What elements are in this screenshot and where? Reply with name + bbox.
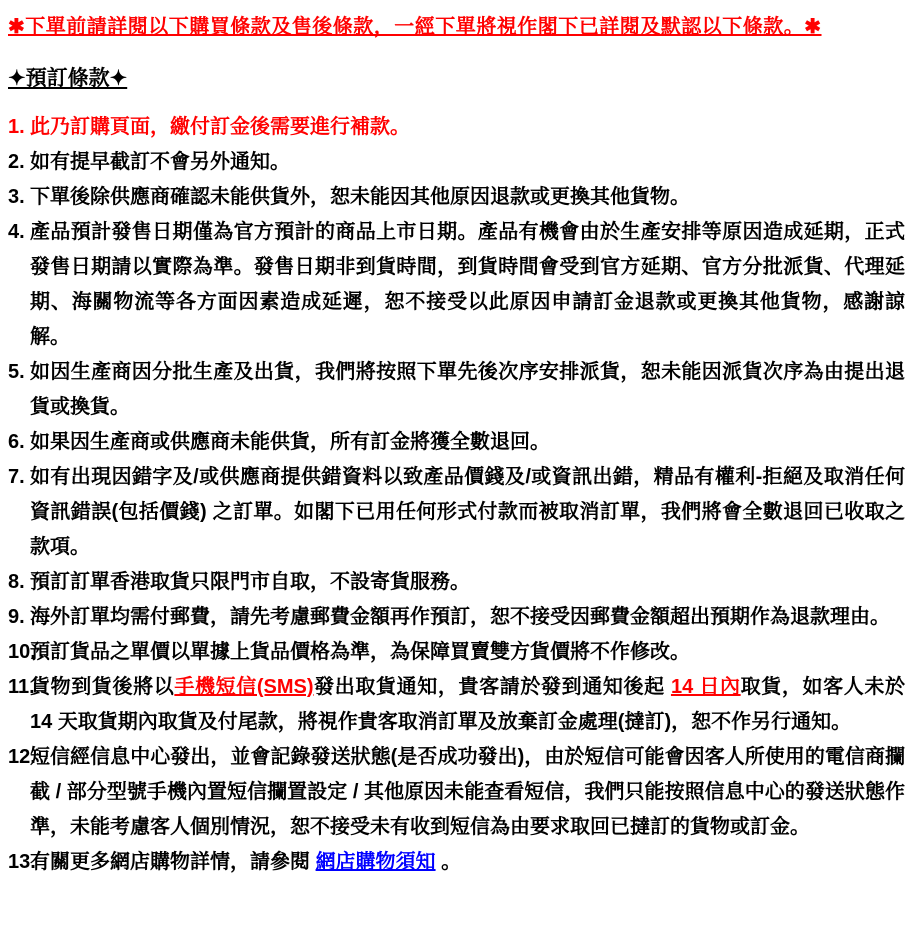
term-text-segment: 取貨，如客人未於 14 天取貨期內取貨及付尾款，將視作貴客取消訂單及放棄訂金處理(撻訂)，恕不作另行通知。 xyxy=(30,676,906,733)
term-item-12 xyxy=(8,740,905,845)
term-text-segment: 產品預計發售日期僅為官方預計的商品上市日期。產品有機會由於生產安排等原因造成延期，正式發售日期請以實際為準。發售日期非到貨時間，到貨時間會受到官方延期、官方分批派貨、代理延期、海關物流等各方面因素造成延遲，恕不接受以此原因申請訂金退款或更換其他貨物，感謝諒解。 xyxy=(30,221,905,348)
term-item-13 xyxy=(8,845,905,880)
term-text xyxy=(30,676,905,733)
term-text-segment: 短信經信息中心發出，並會記錄發送狀態(是否成功發出)，由於短信可能會因客人所使用的電信商攔截 / 部分型號手機內置短信攔置設定 / 其他原因未能查看短信，我們只能按照信息中心的發送狀態作準，未能考慮客人個別情況，恕不接受未有收到短信為由要求取回已撻訂的貨物或訂金。 xyxy=(30,746,905,838)
term-text-segment: 如果因生產商或供應商未能供貨，所有訂金將獲全數退回。 xyxy=(30,431,550,453)
term-number: 10. xyxy=(8,641,36,663)
term-text-segment: 如有出現因錯字及/或供應商提供錯資料以致產品價錢及/或資訊出錯，精品有權利-拒絕及取消任何資訊錯誤(包括價錢) 之訂單。如閣下已用任何形式付款而被取消訂單，我們將會全數退回已收取之款項。 xyxy=(30,466,905,558)
term-item-9 xyxy=(8,600,905,635)
pre-order-warning-banner: ✱下單前請詳閱以下購買條款及售後條款，一經下單將視作閣下已詳閱及默認以下條款。✱ xyxy=(8,16,822,38)
term-number: 2. xyxy=(8,151,25,173)
term-text-segment: 有關更多網店購物詳情，請參閱 xyxy=(30,851,316,873)
term-number: 6. xyxy=(8,431,25,453)
term-item-1 xyxy=(8,110,905,145)
terms-list xyxy=(8,110,905,880)
term-text xyxy=(30,431,550,453)
term-text xyxy=(30,466,905,558)
term-number: 9. xyxy=(8,606,25,628)
term-item-11 xyxy=(8,670,905,740)
term-number: 3. xyxy=(8,186,25,208)
term-number: 1. xyxy=(8,116,25,138)
term-number: 7. xyxy=(8,466,25,488)
term-text-segment: 。 xyxy=(435,851,462,873)
term-item-3 xyxy=(8,180,905,215)
term-text xyxy=(30,186,690,208)
term-text xyxy=(30,361,905,418)
term-text xyxy=(30,116,410,138)
term-number: 11. xyxy=(8,676,35,698)
highlighted-red-text: 14 日內 xyxy=(670,676,741,698)
term-item-4 xyxy=(8,215,905,355)
term-text xyxy=(30,571,470,593)
term-text xyxy=(30,606,890,628)
term-item-10 xyxy=(8,635,905,670)
term-text xyxy=(30,221,905,348)
term-number: 5. xyxy=(8,361,25,383)
term-text xyxy=(30,851,461,873)
section-heading-preorder-terms: ✦預訂條款✦ xyxy=(8,67,128,90)
term-text xyxy=(30,151,290,173)
term-number: 4. xyxy=(8,221,25,243)
term-text-segment: 貨物到貨後將以 xyxy=(30,676,175,698)
term-text-segment: 預訂貨品之單價以單據上貨品價格為準，為保障買賣雙方貨價將不作修改。 xyxy=(30,641,690,663)
term-text-segment: 預訂訂單香港取貨只限門市自取，不設寄貨服務。 xyxy=(30,571,470,593)
term-text-segment: 下單後除供應商確認未能供貨外，恕未能因其他原因退款或更換其他貨物。 xyxy=(30,186,690,208)
term-number: 13. xyxy=(8,851,36,873)
term-number: 12. xyxy=(8,746,36,768)
term-text-segment: 如有提早截訂不會另外通知。 xyxy=(30,151,290,173)
term-text-segment: 發出取貨通知，貴客請於發到通知後起 xyxy=(313,676,671,698)
term-item-2 xyxy=(8,145,905,180)
term-item-8 xyxy=(8,565,905,600)
term-text xyxy=(30,641,690,663)
term-item-7 xyxy=(8,460,905,565)
term-item-5 xyxy=(8,355,905,425)
term-item-6 xyxy=(8,425,905,460)
term-text-segment: 海外訂單均需付郵費，請先考慮郵費金額再作預訂，恕不接受因郵費金額超出預期作為退款理由。 xyxy=(30,606,890,628)
term-text xyxy=(30,746,905,838)
highlighted-red-text: 手機短信(SMS) xyxy=(174,676,314,698)
shop-guide-link[interactable]: 網店購物須知 xyxy=(315,851,436,873)
term-number: 8. xyxy=(8,571,25,593)
term-text-segment: 此乃訂購頁面，繳付訂金後需要進行補款。 xyxy=(30,116,410,138)
term-text-segment: 如因生產商因分批生產及出貨，我們將按照下單先後次序安排派貨，恕未能因派貨次序為由提出退貨或換貨。 xyxy=(30,361,905,418)
